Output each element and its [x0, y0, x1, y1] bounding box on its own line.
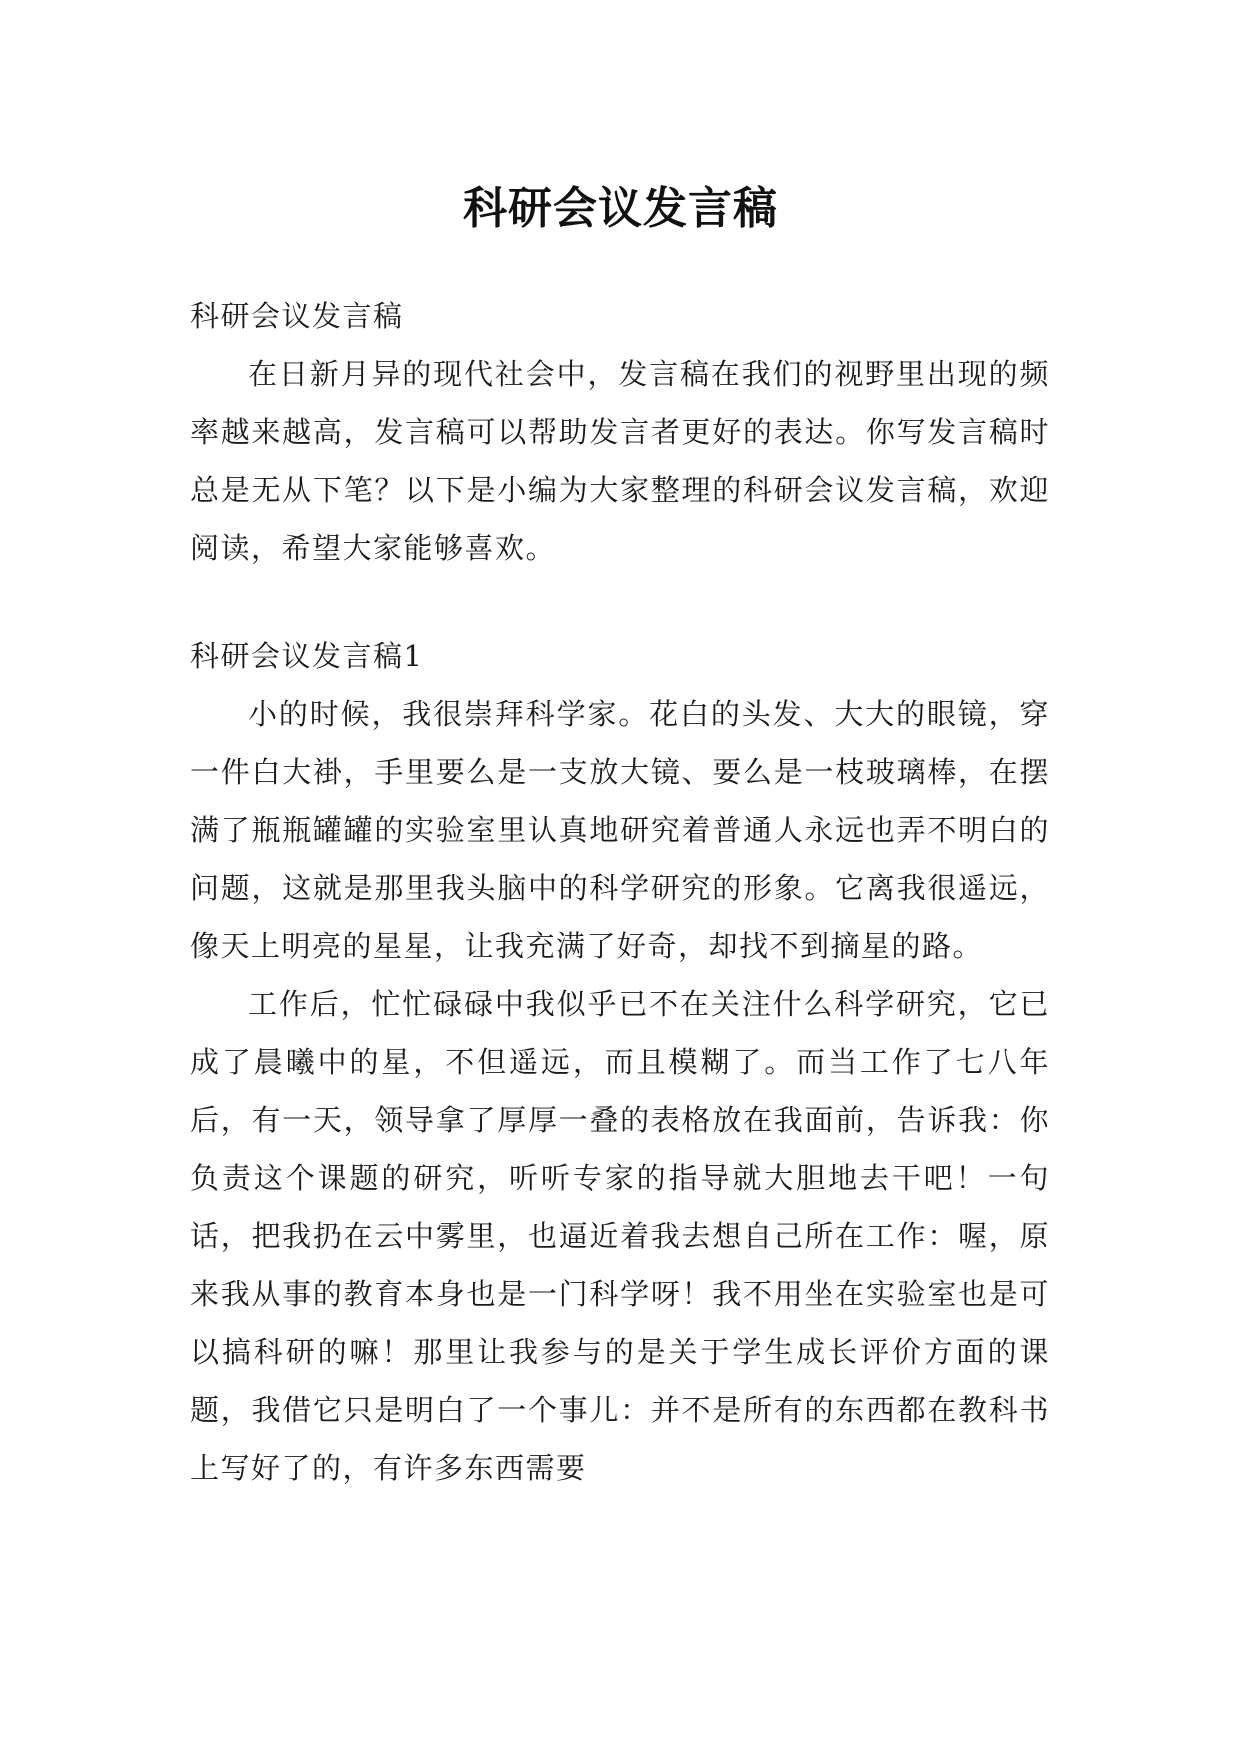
document-title: 科研会议发言稿 — [463, 183, 778, 235]
section1-heading: 科研会议发言稿1 — [190, 639, 424, 673]
section1-paragraph-1: 小的时候，我很崇拜科学家。花白的头发、大大的眼镜，穿一件白大褂，手里要么是一支放大镜、要么是一枝玻璃棒，在摆满了瓶瓶罐罐的实验室里认真地研究着普通人永远也弄不明白的问题，这就是那里我头脑中的科学研究的形象。它离我很遥远，像天上明亮的星星，让我充满了好奇，却找不到摘星的路。 — [190, 697, 1050, 963]
intro-heading: 科研会议发言稿 — [190, 299, 404, 333]
intro-section — [190, 287, 1050, 577]
section1-paragraph-2: 工作后，忙忙碌碌中我似乎已不在关注什么科学研究，它已成了晨曦中的星，不但遥远，而且模糊了。而当工作了七八年后，有一天，领导拿了厚厚一叠的表格放在我面前，告诉我：你负责这个课题的研究，听听专家的指导就大胆地去干吧！一句话，把我扔在云中雾里，也逼近着我去想自己所在工作：喔，原来我从事的教育本身也是一门科学呀！我不用坐在实验室也是可以搞科研的嘛！那里让我参与的是关于学生成长评价方面的课题，我借它只是明白了一个事儿：并不是所有的东西都在教科书上写好了的，有许多东西需要 — [190, 987, 1050, 1485]
section-1 — [190, 627, 1050, 1497]
intro-paragraph: 在日新月异的现代社会中，发言稿在我们的视野里出现的频率越来越高，发言稿可以帮助发言者更好的表达。你写发言稿时总是无从下笔？以下是小编为大家整理的科研会议发言稿，欢迎阅读，希望大家能够喜欢。 — [190, 357, 1050, 565]
